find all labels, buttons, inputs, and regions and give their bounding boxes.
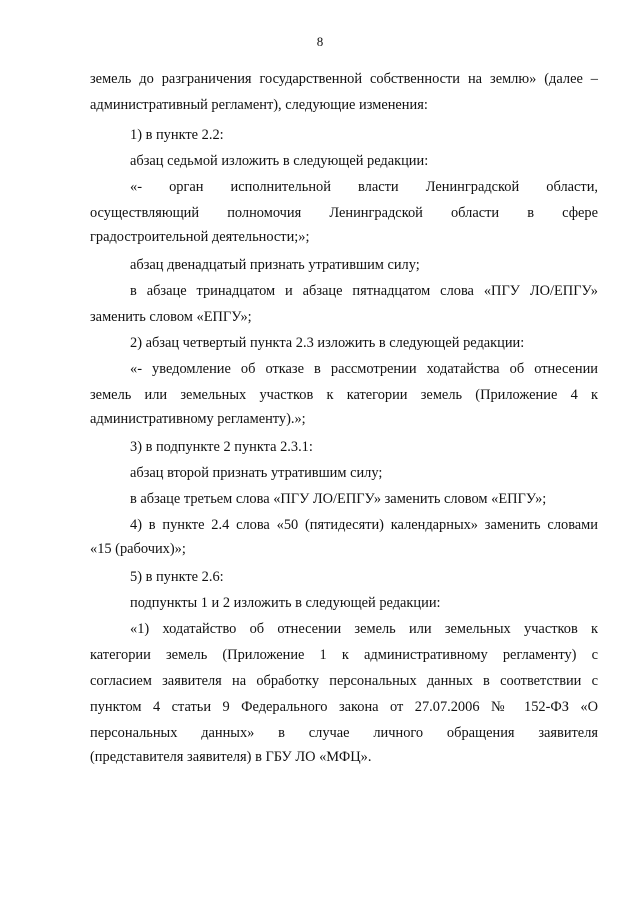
- text-line: 2) абзац четвертый пункта 2.3 изложить в следующей редакции:: [130, 335, 525, 351]
- text-line: 5) в пункте 2.6:: [130, 569, 224, 585]
- text-line: 4) в пункте 2.4 слова «50 (пятидесяти) календарных» заменить словами: [130, 517, 598, 533]
- text-line: персональных данных» в случае личного обращения заявителя: [90, 725, 598, 741]
- text-line: абзац второй признать утратившим силу;: [130, 465, 383, 481]
- text-line: согласием заявителя на обработку персональных данных в соответствии с: [90, 673, 598, 689]
- text-line: административному регламенту).»;: [90, 411, 306, 427]
- text-line: категории земель (Приложение 1 к административному регламенту) с: [90, 647, 598, 663]
- text-line: 3) в подпункте 2 пункта 2.3.1:: [130, 439, 313, 455]
- text-line: заменить словом «ЕПГУ»;: [90, 309, 252, 325]
- text-line: градостроительной деятельности;»;: [90, 229, 310, 245]
- text-line: осуществляющий полномочия Ленинградской области в сфере: [90, 205, 598, 221]
- text-line: «1) ходатайство об отнесении земель или земельных участков к: [130, 621, 598, 637]
- page-number: 8: [316, 34, 324, 49]
- text-line: абзац двенадцатый признать утратившим силу;: [130, 257, 420, 273]
- text-line: земель до разграничения государственной собственности на землю» (далее –: [90, 71, 598, 87]
- text-line: земель или земельных участков к категории земель (Приложение 4 к: [90, 387, 598, 403]
- text-line: в абзаце третьем слова «ПГУ ЛО/ЕПГУ» заменить словом «ЕПГУ»;: [130, 491, 547, 507]
- text-line: административный регламент), следующие изменения:: [90, 97, 428, 113]
- text-line: «- уведомление об отказе в рассмотрении ходатайства об отнесении: [130, 361, 598, 377]
- text-line: в абзаце тринадцатом и абзаце пятнадцатом слова «ПГУ ЛО/ЕПГУ»: [130, 283, 598, 299]
- text-line: абзац седьмой изложить в следующей редакции:: [130, 153, 429, 169]
- text-line: пунктом 4 статьи 9 Федерального закона от 27.07.2006 № 152-ФЗ «О: [90, 699, 598, 715]
- text-line: «15 (рабочих)»;: [90, 541, 186, 557]
- text-line: «- орган исполнительной власти Ленинградской области,: [130, 179, 598, 195]
- text-line: 1) в пункте 2.2:: [130, 127, 224, 143]
- text-line: (представителя заявителя) в ГБУ ЛО «МФЦ».: [90, 749, 372, 765]
- text-line: подпункты 1 и 2 изложить в следующей редакции:: [130, 595, 441, 611]
